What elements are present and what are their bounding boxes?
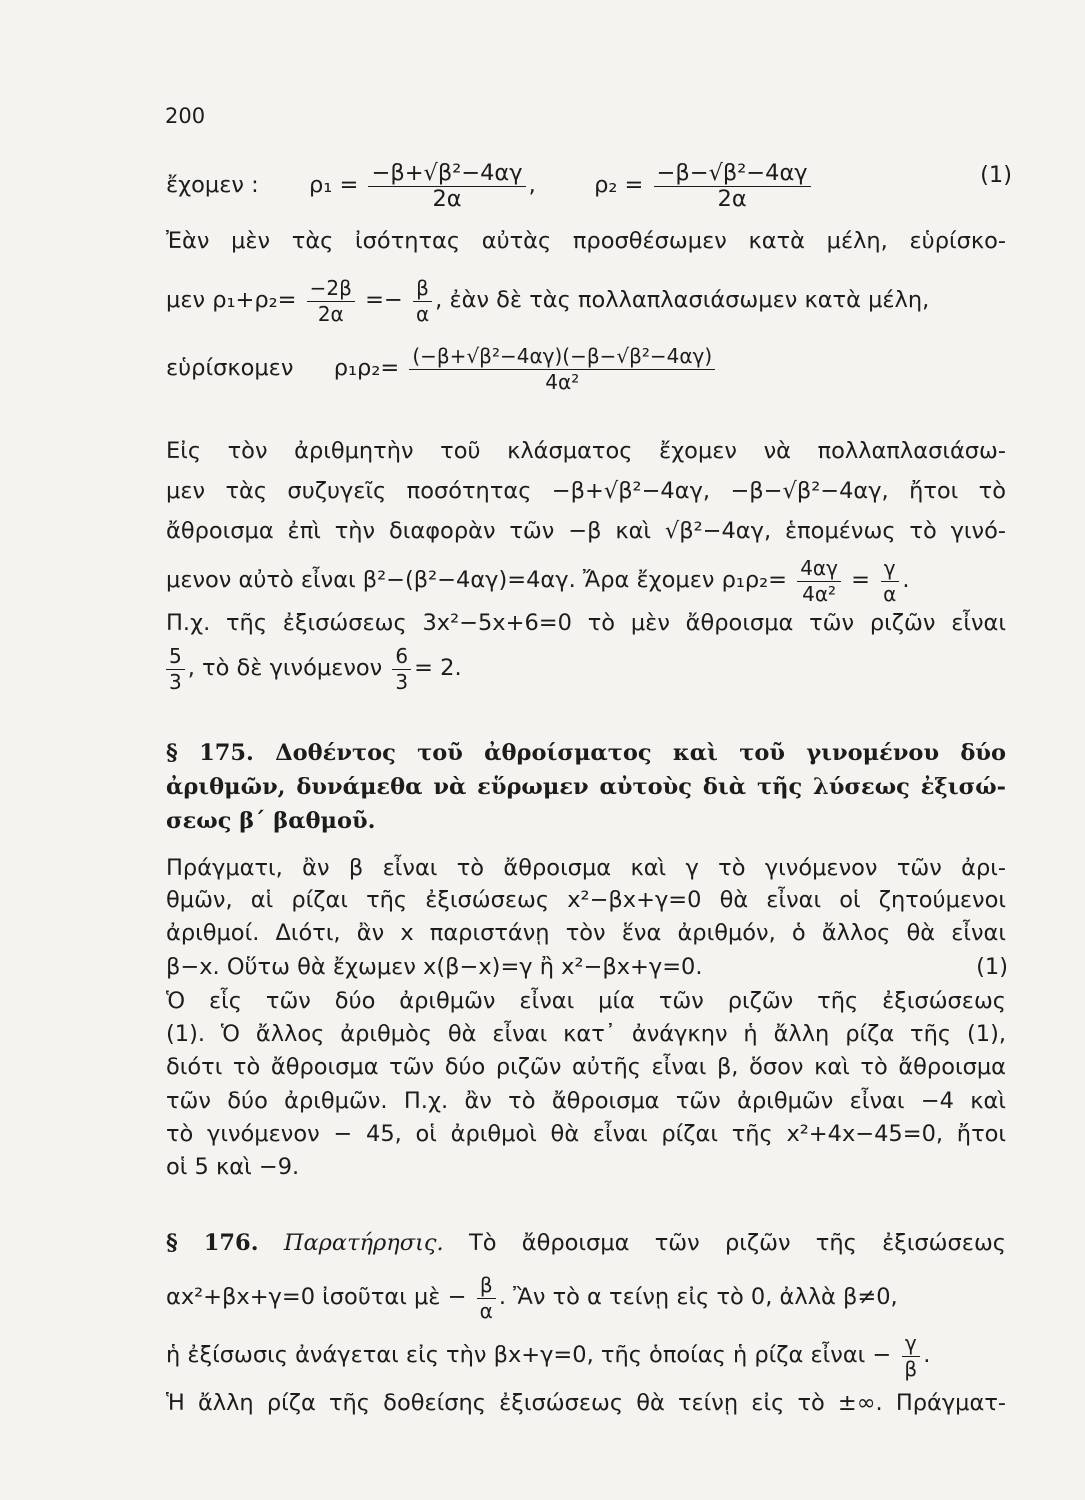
equation-roots bbox=[166, 160, 1012, 212]
text-line: ἀριθμοί. Διότι, ἂν x παριστάνῃ τὸν ἕνα ἀριθμόν, ὁ ἄλλος θὰ εἶναι bbox=[166, 920, 1006, 946]
equation-number: (1) bbox=[976, 954, 1008, 980]
fraction-numerator: γ bbox=[902, 1330, 920, 1357]
fraction-numerator: β bbox=[477, 1272, 496, 1299]
sum-fraction-2 bbox=[413, 275, 432, 326]
section-number: § 176. bbox=[166, 1230, 259, 1256]
fraction-numerator: (−β+√β²−4αγ)(−β−√β²−4αγ) bbox=[409, 343, 715, 370]
text-line: μεν τὰς συζυγεῖς ποσότητας −β+√β²−4αγ, −β−√β²−4αγ, ἤτοι τὸ bbox=[166, 478, 1006, 504]
section-175-heading-line bbox=[166, 738, 1006, 768]
observation-text: ἡ ἐξίσωσις ἀνάγεται εἰς τὴν βx+γ=0, τῆς ὁποίας ἡ ρίζα εἶναι − bbox=[166, 1342, 892, 1368]
root-fraction bbox=[901, 1330, 920, 1381]
text-line: οἱ 5 καὶ −9. bbox=[166, 1154, 300, 1180]
fraction-numerator: β bbox=[413, 275, 432, 302]
sum-lhs: μεν ρ₁+ρ₂= bbox=[166, 287, 297, 313]
observation-fraction bbox=[477, 1272, 496, 1323]
observation-text: αx²+βx+γ=0 ἰσοῦται μὲ − bbox=[166, 1284, 467, 1310]
text-line: Π.χ. τῆς ἐξισώσεως 3x²−5x+6=0 τὸ μὲν ἄθροισμα τῶν ριζῶν εἶναι bbox=[166, 610, 1006, 636]
rho1-fraction bbox=[368, 160, 525, 211]
eq-comma: , bbox=[528, 172, 536, 198]
fraction-numerator: γ bbox=[881, 555, 899, 582]
product-result-fraction-2 bbox=[880, 555, 899, 606]
text-line: Ἡ ἄλλη ρίζα τῆς δοθείσης ἐξισώσεως θὰ τείνῃ εἰς τὸ ±∞. Πράγματ- bbox=[166, 1390, 1006, 1416]
product-result-equals: = bbox=[851, 567, 870, 593]
example-fraction-2 bbox=[392, 643, 411, 694]
example-result-line bbox=[166, 643, 1006, 694]
fraction-denominator: α bbox=[883, 582, 897, 606]
text-line: Εἰς τὸν ἀριθμητὴν τοῦ κλάσματος ἔχομεν νὰ πολλαπλασιάσω- bbox=[166, 438, 1006, 464]
section-title: Παρατήρησις. bbox=[283, 1230, 444, 1256]
example-text: , τὸ δὲ γινόμενον bbox=[187, 655, 383, 681]
product-of-roots-line bbox=[166, 343, 1006, 394]
sum-observation-line bbox=[166, 1272, 1006, 1323]
reduced-equation-line bbox=[166, 1330, 1006, 1381]
page-number: 200 bbox=[165, 104, 206, 128]
product-result-line bbox=[166, 555, 1006, 606]
sum-fraction-1 bbox=[307, 275, 355, 326]
product-result-fraction-1 bbox=[797, 555, 841, 606]
section-heading: Δοθέντος τοῦ ἀθροίσματος καὶ τοῦ γινομένου δύο bbox=[275, 740, 1006, 766]
fraction-denominator: α bbox=[479, 1299, 493, 1323]
text-line: β−x. Οὕτω θὰ ἔχωμεν x(β−x)=γ ἢ x²−βx+γ=0. bbox=[166, 954, 703, 980]
section-175-heading-line: ἀριθμῶν, δυνάμεθα νὰ εὕρωμεν αὐτοὺς διὰ τῆς λύσεως ἐξισώ- bbox=[166, 774, 1006, 800]
text-line: Ἐὰν μὲν τὰς ἰσότητας αὐτὰς προσθέσωμεν κατὰ μέλη, εὑρίσκο- bbox=[166, 228, 1006, 254]
text-line: διότι τὸ ἄθροισμα τῶν δύο ριζῶν αὐτῆς εἶναι β, ὅσον καὶ τὸ ἄθροισμα bbox=[166, 1054, 1006, 1080]
example-value: = 2. bbox=[414, 655, 462, 681]
fraction-denominator: 4α² bbox=[545, 370, 580, 394]
fraction-numerator: 5 bbox=[166, 643, 185, 670]
fraction-numerator: −2β bbox=[307, 275, 355, 302]
rho2-denominator: 2α bbox=[717, 186, 747, 212]
eq-lead: ἔχομεν : bbox=[166, 172, 259, 198]
rho2-numerator: −β−√β²−4αγ bbox=[654, 160, 811, 187]
rho2-fraction bbox=[654, 160, 811, 211]
product-fraction bbox=[409, 343, 715, 394]
period: . bbox=[923, 1342, 931, 1368]
text-line: Πράγματι, ἂν β εἶναι τὸ ἄθροισμα καὶ γ τὸ γινόμενον τῶν ἀρι- bbox=[166, 855, 1006, 881]
product-lhs: ρ₁ρ₂= bbox=[333, 355, 400, 381]
text-line-with-eqno bbox=[166, 952, 1006, 982]
rho1-denominator: 2α bbox=[432, 186, 462, 212]
fraction-denominator: β bbox=[904, 1357, 918, 1381]
rho2-label: ρ₂ = bbox=[594, 172, 644, 198]
section-175-heading-line: σεως β΄ βαθμοῦ. bbox=[166, 808, 376, 834]
fraction-numerator: 6 bbox=[392, 643, 411, 670]
fraction-denominator: 4α² bbox=[802, 582, 837, 606]
fraction-denominator: α bbox=[415, 302, 430, 326]
text-line: (1). Ὁ ἄλλος ἀριθμὸς θὰ εἶναι κατ᾽ ἀνάγκην ἡ ἄλλη ρίζα τῆς (1), bbox=[166, 1021, 1006, 1047]
sum-of-roots-line bbox=[166, 275, 1006, 326]
text-line: τῶν δύο ἀριθμῶν. Π.χ. ἂν τὸ ἄθροισμα τῶν ἀριθμῶν εἶναι −4 καὶ bbox=[166, 1088, 1006, 1114]
text-line: τὸ γινόμενον − 45, οἱ ἀριθμοὶ θὰ εἶναι ρίζαι τῆς x²+4x−45=0, ἤτοι bbox=[166, 1121, 1006, 1147]
section-text: Τὸ ἄθροισμα τῶν ριζῶν τῆς ἐξισώσεως bbox=[468, 1230, 1006, 1256]
text-line: Ὁ εἷς τῶν δύο ἀριθμῶν εἶναι μία τῶν ριζῶν τῆς ἐξισώσεως bbox=[166, 988, 1006, 1014]
equation-number: (1) bbox=[980, 162, 1012, 188]
text-line: ἄθροισμα ἐπὶ τὴν διαφορὰν τῶν −β καὶ √β²−4αγ, ἑπομένως τὸ γινό- bbox=[166, 518, 1006, 544]
rho1-label: ρ₁ = bbox=[309, 172, 359, 198]
text-line: θμῶν, αἱ ρίζαι τῆς ἐξισώσεως x²−βx+γ=0 θὰ εἶναι οἱ ζητούμενοι bbox=[166, 887, 1006, 913]
rho1-numerator: −β+√β²−4αγ bbox=[368, 160, 525, 187]
fraction-denominator: 3 bbox=[395, 670, 409, 694]
sum-rest: , ἐὰν δὲ τὰς πολλαπλασιάσωμεν κατὰ μέλη, bbox=[435, 287, 930, 313]
fraction-denominator: 3 bbox=[169, 670, 182, 694]
product-result-text: μενον αὐτὸ εἶναι β²−(β²−4αγ)=4αγ. Ἄρα ἔχομεν ρ₁ρ₂= bbox=[166, 567, 788, 593]
observation-text: . Ἂν τὸ α τείνῃ εἰς τὸ 0, ἀλλὰ β≠0, bbox=[498, 1284, 898, 1310]
section-number: § 175. bbox=[166, 740, 254, 766]
fraction-numerator: 4αγ bbox=[797, 555, 841, 582]
product-lead: εὑρίσκομεν bbox=[166, 355, 294, 381]
period: . bbox=[902, 567, 910, 593]
sum-equals: =− bbox=[365, 287, 403, 313]
example-fraction-1 bbox=[166, 643, 185, 694]
fraction-denominator: 2α bbox=[317, 302, 344, 326]
section-176-heading-line bbox=[166, 1228, 1006, 1258]
